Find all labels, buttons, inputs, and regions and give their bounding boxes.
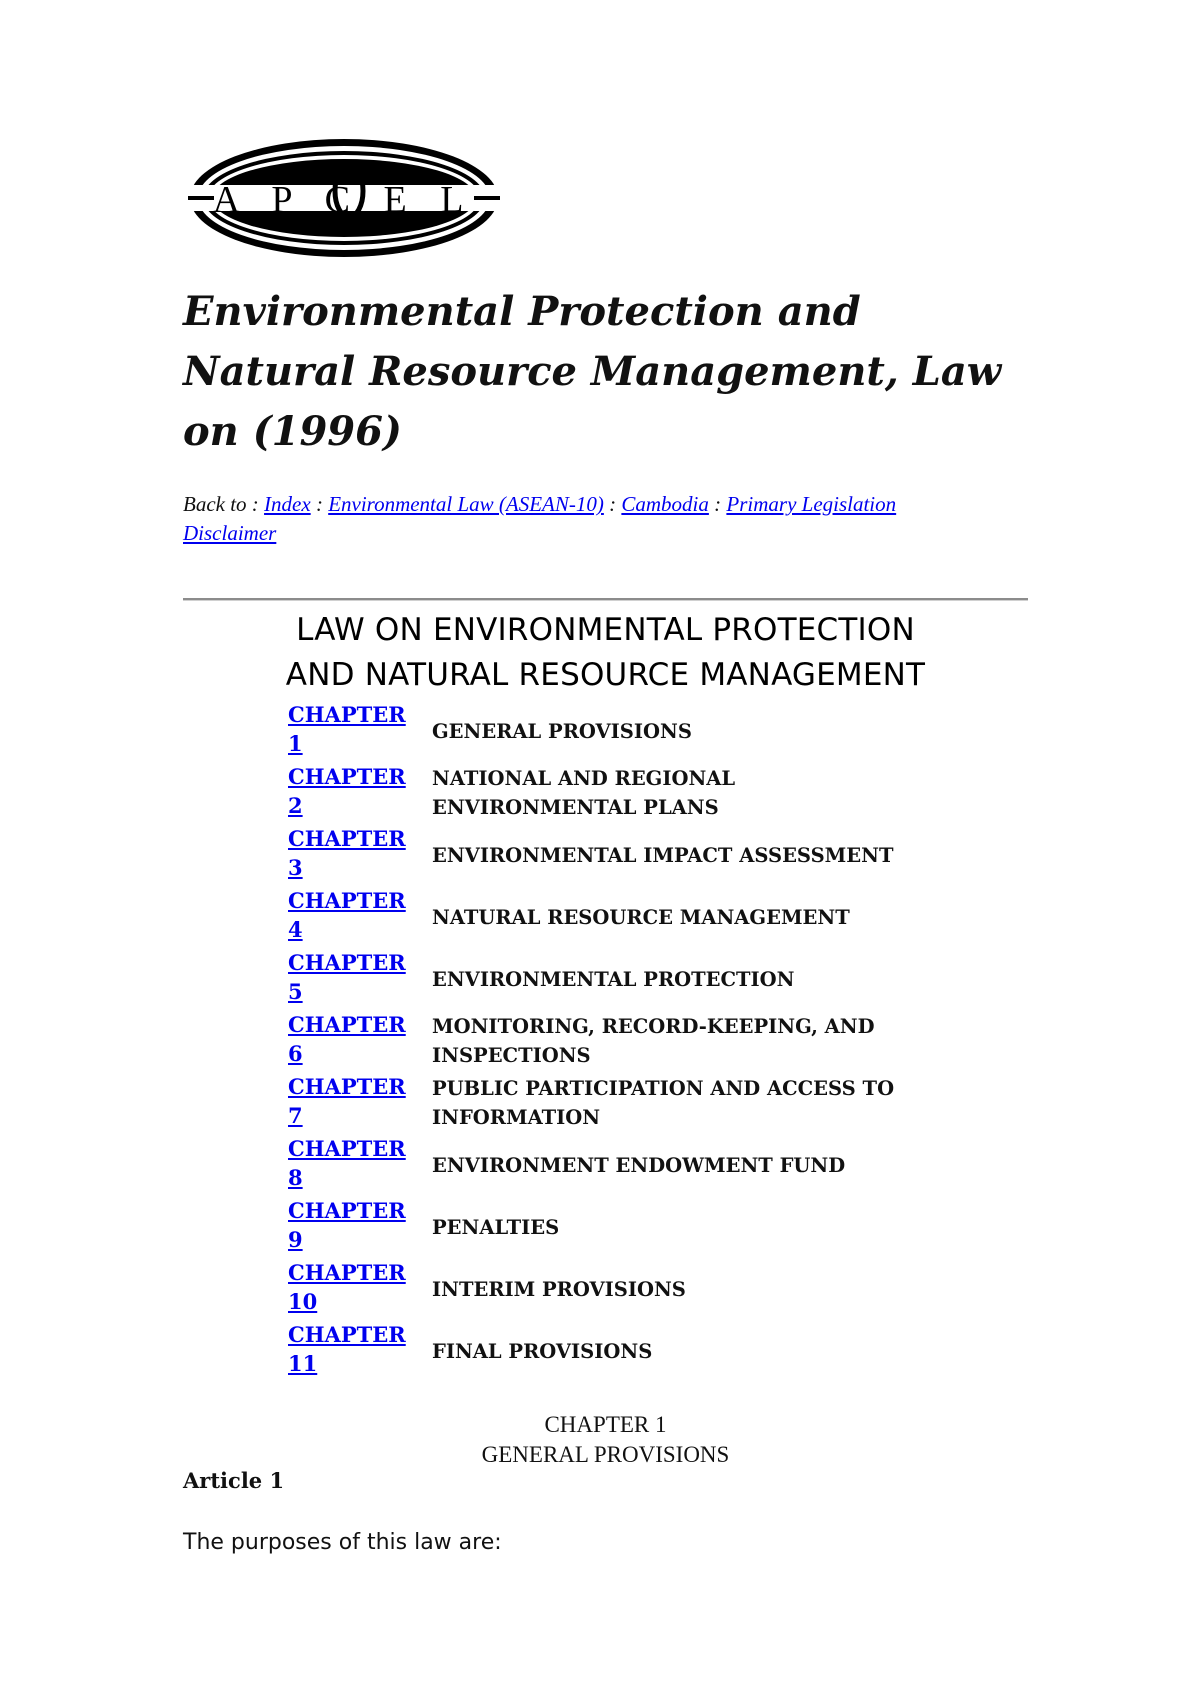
- toc-row: [288, 1134, 928, 1196]
- toc-title: GENERAL PROVISIONS: [432, 719, 692, 743]
- chapter-heading: [183, 1410, 1028, 1470]
- toc-title: PENALTIES: [432, 1215, 560, 1239]
- apcel-logo: [186, 136, 502, 260]
- chapter-4-link[interactable]: CHAPTER 4: [288, 888, 406, 942]
- toc-row: [288, 762, 928, 824]
- svg-text:A P C E L: A P C E L: [212, 179, 476, 221]
- toc-title: ENVIRONMENT ENDOWMENT FUND: [432, 1153, 846, 1177]
- breadcrumb-prefix: Back to :: [183, 492, 259, 516]
- toc-title: MONITORING, RECORD-KEEPING, AND INSPECTIONS: [432, 1015, 875, 1067]
- chapter-heading-number: CHAPTER 1: [544, 1412, 667, 1437]
- breadcrumb-link-primary-legislation[interactable]: Primary Legislation: [726, 492, 897, 516]
- table-of-contents: [288, 700, 928, 1382]
- toc-title: ENVIRONMENTAL PROTECTION: [432, 967, 795, 991]
- breadcrumb-link-cambodia[interactable]: Cambodia: [621, 492, 709, 516]
- article-label: Article 1: [183, 1468, 285, 1493]
- breadcrumb-link-index[interactable]: Index: [264, 492, 311, 516]
- chapter-heading-title: GENERAL PROVISIONS: [481, 1442, 730, 1467]
- horizontal-rule: [183, 598, 1028, 601]
- toc-row: [288, 1072, 928, 1134]
- toc-title: NATIONAL AND REGIONAL ENVIRONMENTAL PLANS: [432, 767, 736, 819]
- toc-row: [288, 886, 928, 948]
- page-title: Environmental Protection and Natural Resource Management, Law on (1996): [183, 288, 1002, 455]
- chapter-1-link[interactable]: CHAPTER 1: [288, 702, 406, 756]
- toc-title: FINAL PROVISIONS: [432, 1339, 653, 1363]
- body-paragraph: The purposes of this law are:: [183, 1530, 502, 1555]
- chapter-11-link[interactable]: CHAPTER 11: [288, 1322, 406, 1376]
- toc-row: [288, 1258, 928, 1320]
- toc-row: [288, 948, 928, 1010]
- law-heading-line2: AND NATURAL RESOURCE MANAGEMENT: [285, 657, 926, 693]
- toc-title: ENVIRONMENTAL IMPACT ASSESSMENT: [432, 843, 894, 867]
- breadcrumb-separator: :: [714, 492, 722, 516]
- toc-row: [288, 824, 928, 886]
- chapter-8-link[interactable]: CHAPTER 8: [288, 1136, 406, 1190]
- breadcrumb: [183, 490, 1063, 548]
- chapter-3-link[interactable]: CHAPTER 3: [288, 826, 406, 880]
- toc-row: [288, 1010, 928, 1072]
- breadcrumb-separator: :: [315, 492, 323, 516]
- toc-row: [288, 1196, 928, 1258]
- breadcrumb-separator: :: [609, 492, 617, 516]
- law-heading: [183, 608, 1028, 698]
- law-heading-line1: LAW ON ENVIRONMENTAL PROTECTION: [296, 612, 915, 648]
- chapter-9-link[interactable]: CHAPTER 9: [288, 1198, 406, 1252]
- breadcrumb-link-environmental-law[interactable]: Environmental Law (ASEAN-10): [328, 492, 604, 516]
- chapter-7-link[interactable]: CHAPTER 7: [288, 1074, 406, 1128]
- toc-title: NATURAL RESOURCE MANAGEMENT: [432, 905, 850, 929]
- chapter-10-link[interactable]: CHAPTER 10: [288, 1260, 406, 1314]
- disclaimer-link[interactable]: Disclaimer: [183, 521, 277, 545]
- toc-title: PUBLIC PARTICIPATION AND ACCESS TO INFORMATION: [432, 1077, 895, 1129]
- toc-row: [288, 1320, 928, 1382]
- chapter-6-link[interactable]: CHAPTER 6: [288, 1012, 406, 1066]
- toc-title: INTERIM PROVISIONS: [432, 1277, 686, 1301]
- chapter-5-link[interactable]: CHAPTER 5: [288, 950, 406, 1004]
- chapter-2-link[interactable]: CHAPTER 2: [288, 764, 406, 818]
- toc-row: [288, 700, 928, 762]
